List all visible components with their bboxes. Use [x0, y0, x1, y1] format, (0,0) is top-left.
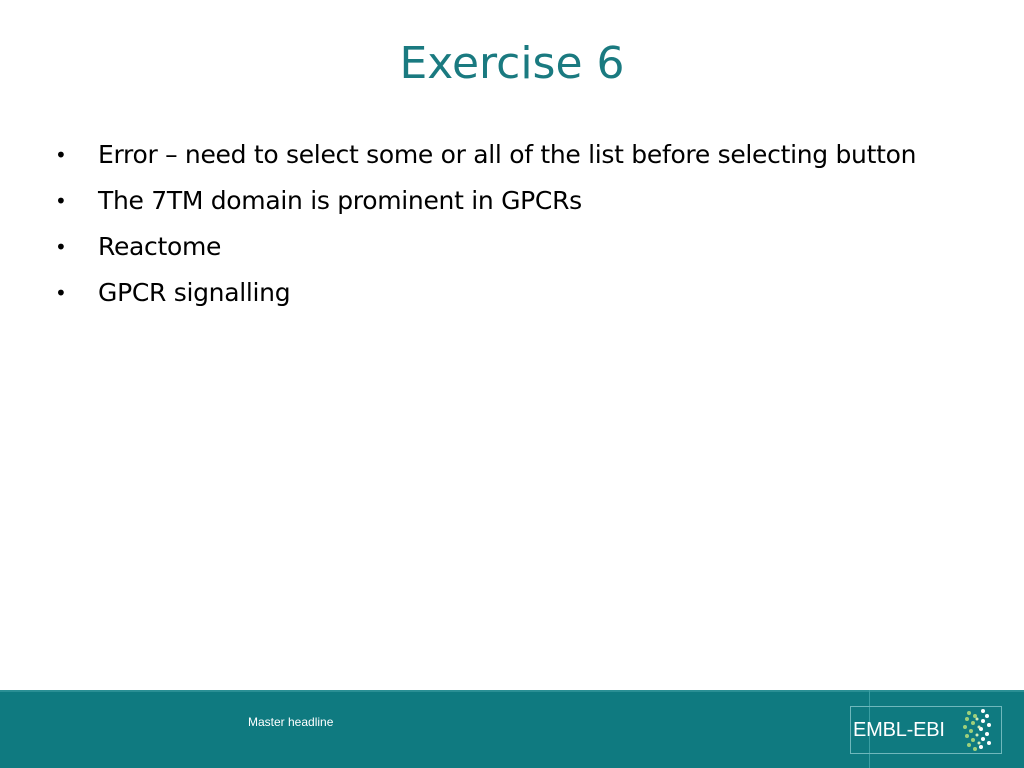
dna-helix-icon — [959, 707, 999, 753]
bullet-icon: • — [55, 235, 67, 259]
embl-ebi-logo — [850, 706, 1002, 754]
logo-text: EMBL-EBI — [853, 719, 945, 741]
bullet-text: Error – need to select some or all of the list before selecting button — [98, 140, 917, 169]
bullet-icon: • — [55, 281, 67, 305]
bullet-text: The 7TM domain is prominent in GPCRs — [98, 186, 582, 215]
bullet-item — [55, 228, 985, 274]
footer-divider-line — [0, 690, 1024, 692]
footer-bar — [0, 690, 1024, 768]
bullet-item — [55, 136, 985, 182]
bullet-item — [55, 182, 985, 228]
bullet-icon: • — [55, 143, 67, 167]
slide-title: Exercise 6 — [399, 38, 625, 89]
footer-headline: Master headline — [248, 715, 334, 729]
bullet-icon: • — [55, 189, 67, 213]
bullet-list — [55, 136, 985, 320]
bullet-item — [55, 274, 985, 320]
bullet-text: Reactome — [98, 232, 222, 261]
bullet-text: GPCR signalling — [98, 278, 291, 307]
